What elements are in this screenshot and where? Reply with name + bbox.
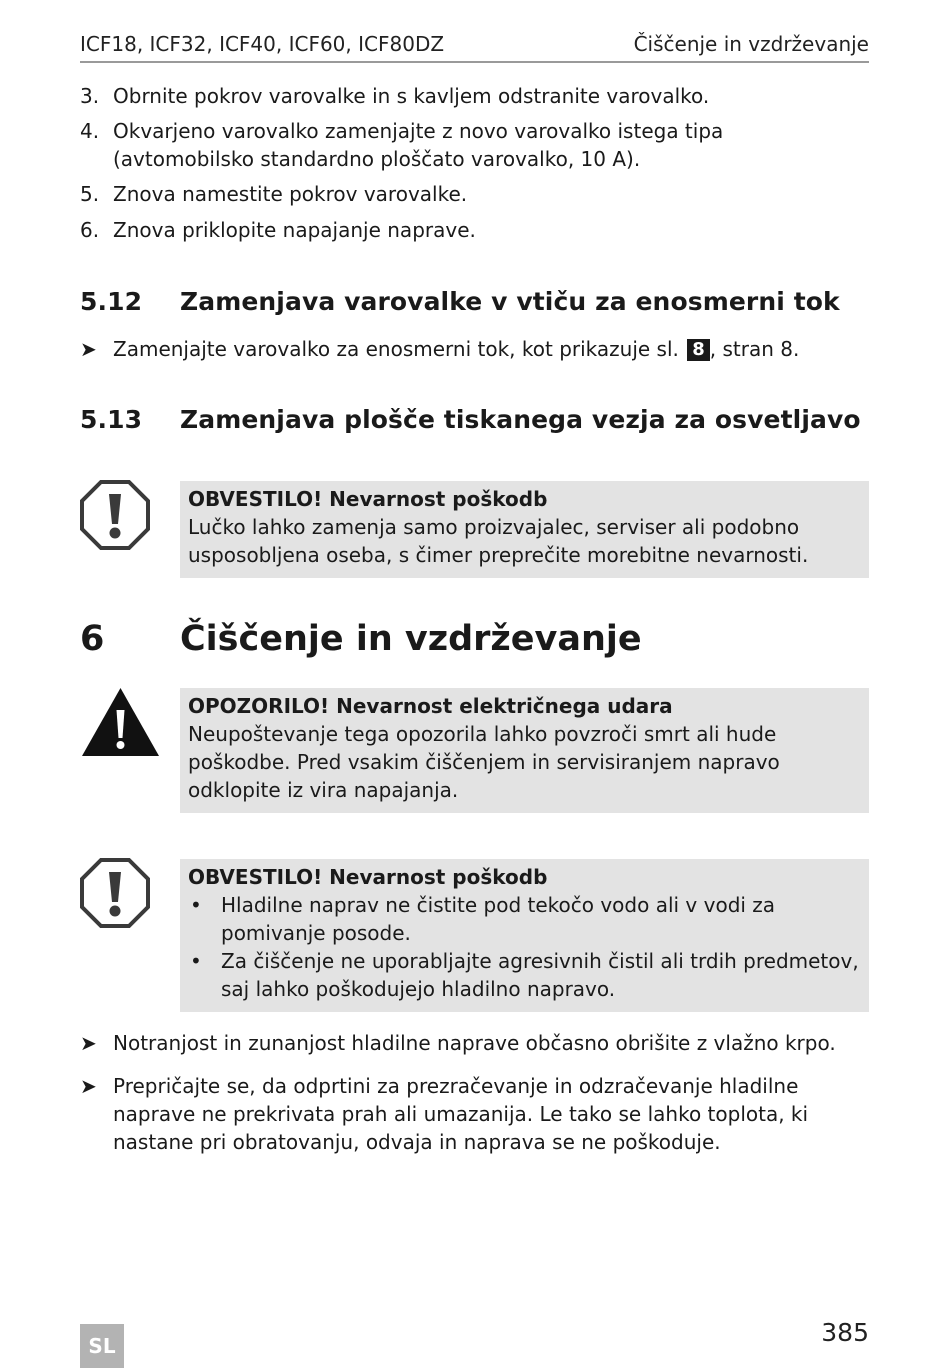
notice-bullet <box>188 947 861 1003</box>
step-item <box>80 117 870 173</box>
figure-reference-badge: 8 <box>687 339 710 361</box>
step-text: Znova priklopite napajanje naprave. <box>113 218 476 242</box>
instruction-text: Prepričajte se, da odprtini za prezračevanje in odzračevanje hladilne naprave ne prekrivata prah ali umazanija. Le tako se lahko toplota, ki nastane pri obratovanju, odvaja in naprava se ne poškoduje. <box>113 1074 809 1154</box>
notice-octagon-icon <box>80 858 150 928</box>
step-number: 5. <box>80 182 100 206</box>
notice-bullet <box>188 891 861 947</box>
step-text: Obrnite pokrov varovalke in s kavljem odstranite varovalko. <box>113 84 710 108</box>
chapter-number: 6 <box>80 619 105 659</box>
step-number: 6. <box>80 218 100 242</box>
chapter-title: Čiščenje in vzdrževanje <box>180 619 642 659</box>
arrow-bullet-icon: ➤ <box>80 1031 97 1055</box>
step-number: 4. <box>80 119 100 143</box>
warning-heading: OPOZORILO! Nevarnost električnega udara <box>188 694 673 718</box>
instruction-item <box>80 1029 870 1057</box>
notice-bullet-text: Hladilne naprav ne čistite pod tekočo vodo ali v vodi za pomivanje posode. <box>221 893 776 945</box>
notice-heading: OBVESTILO! Nevarnost poškodb <box>188 865 548 889</box>
instruction-item <box>80 335 870 363</box>
step-item <box>80 216 870 244</box>
section-number: 5.13 <box>80 405 143 434</box>
arrow-bullet-icon: ➤ <box>80 1074 97 1098</box>
notice-box <box>180 481 869 578</box>
warning-triangle-icon <box>80 686 161 758</box>
bullet-dot-icon: • <box>190 893 202 917</box>
step-item <box>80 82 870 110</box>
notice-body: Lučko lahko zamenja samo proizvajalec, serviser ali podobno usposobljena oseba, s čimer preprečite morebitne nevarnosti. <box>188 515 809 567</box>
page-number: 385 <box>821 1318 869 1347</box>
header-divider <box>80 61 869 63</box>
notice-bullet-text: Za čiščenje ne uporabljajte agresivnih čistil ali trdih predmetov, saj lahko poškodujejo hladilno napravo. <box>221 949 859 1001</box>
instruction-item <box>80 1072 870 1156</box>
instruction-text: Notranjost in zunanjost hladilne naprave občasno obrišite z vlažno krpo. <box>113 1031 836 1055</box>
step-text: Znova namestite pokrov varovalke. <box>113 182 468 206</box>
header-models: ICF18, ICF32, ICF40, ICF60, ICF80DZ <box>80 32 445 56</box>
arrow-bullet-icon: ➤ <box>80 337 97 361</box>
warning-body: Neupoštevanje tega opozorila lahko povzroči smrt ali hude poškodbe. Pred vsakim čiščenjem in servisiranjem napravo odklopite iz vira napajanja. <box>188 722 780 802</box>
notice-heading: OBVESTILO! Nevarnost poškodb <box>188 487 548 511</box>
language-badge: SL <box>80 1324 124 1368</box>
bullet-dot-icon: • <box>190 949 202 973</box>
step-number: 3. <box>80 84 100 108</box>
step-text: Okvarjeno varovalko zamenjajte z novo varovalko istega tipa (avtomobilsko standardno ploščato varovalko, 10 A). <box>113 119 724 171</box>
section-number: 5.12 <box>80 287 143 316</box>
header-chapter: Čiščenje in vzdrževanje <box>633 32 869 56</box>
notice-box <box>180 859 869 1012</box>
instruction-page-ref: , stran 8. <box>709 337 800 361</box>
section-title: Zamenjava varovalke v vtiču za enosmerni tok <box>180 287 840 316</box>
warning-box <box>180 688 869 813</box>
step-item <box>80 180 870 208</box>
section-title: Zamenjava plošče tiskanega vezja za osvetljavo <box>180 405 861 434</box>
instruction-text: Zamenjajte varovalko za enosmerni tok, kot prikazuje sl. <box>113 337 679 361</box>
notice-octagon-icon <box>80 480 150 550</box>
